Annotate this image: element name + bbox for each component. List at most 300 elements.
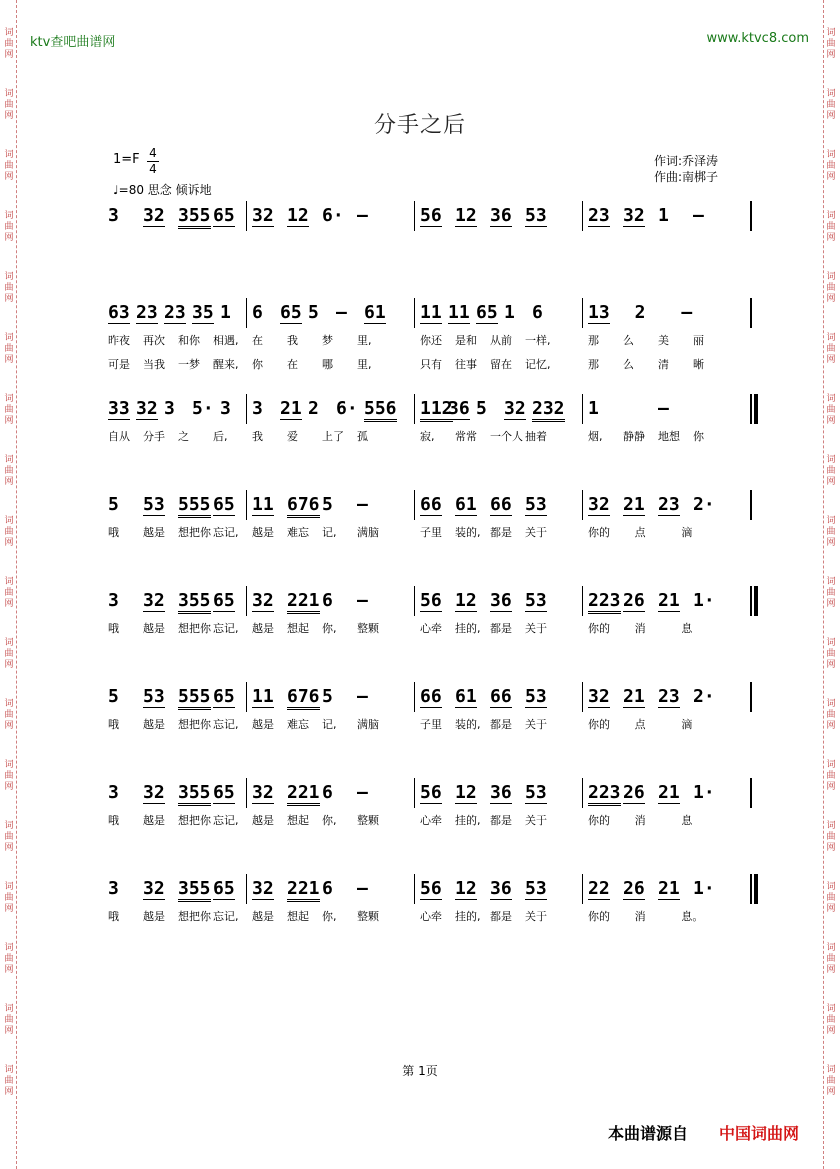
lyric-word: 哦 [108, 814, 119, 827]
watermark-char: 曲 [4, 100, 14, 110]
lyric-word: 想把你 [178, 526, 211, 539]
time-sig-bottom: 4 [147, 161, 159, 177]
note-group: 3 [252, 398, 263, 419]
watermark-char: 词 [826, 333, 836, 343]
bar-line [246, 586, 247, 616]
watermark-char: 曲 [4, 405, 14, 415]
watermark-char: 网 [4, 843, 14, 853]
note-group: 21 [658, 590, 680, 611]
lyric-word: 哦 [108, 622, 119, 635]
watermark-char: 曲 [4, 466, 14, 476]
note-group: – [357, 878, 368, 899]
lyric-word: 想把你 [178, 718, 211, 731]
note-group: 56 [420, 590, 442, 611]
lyric-word: 哦 [108, 718, 119, 731]
watermark-char: 曲 [4, 1015, 14, 1025]
lyric-word: 醒来, [213, 358, 239, 371]
bar-line [582, 201, 583, 231]
watermark-char: 网 [4, 416, 14, 426]
watermark-char: 网 [826, 172, 836, 182]
lyric-word: 难忘 [287, 718, 309, 731]
bar-line [750, 490, 752, 520]
lyric-word: 美 [658, 334, 669, 347]
lyric-word: 地想 [658, 430, 680, 443]
lyric-word: 关于 [525, 622, 547, 635]
note-group: 6 [322, 878, 333, 899]
note-group: 53 [525, 494, 547, 515]
watermark-char: 曲 [4, 161, 14, 171]
lyric-word: 之 [178, 430, 189, 443]
lyric-word: 和你 [178, 334, 200, 347]
lyric-word: 子里 [420, 526, 442, 539]
note-group: 1 [588, 398, 599, 419]
note-group: 11 [252, 494, 274, 515]
note-group: 65 [213, 878, 235, 899]
lyric-word: 都是 [490, 526, 512, 539]
bar-line [246, 201, 247, 231]
bar-line [750, 394, 752, 424]
note-group: 32 [143, 878, 165, 899]
lyric-word: 息 [681, 622, 693, 635]
watermark-char: 词 [826, 455, 836, 465]
lyric-word: 常常 [455, 430, 477, 443]
note-group: 36 [448, 398, 470, 419]
note-group: 21 [623, 494, 645, 515]
lyric-word: 关于 [525, 526, 547, 539]
lyric-word: 你还 [420, 334, 442, 347]
watermark-char: 词 [826, 89, 836, 99]
note-group: 2· [693, 494, 715, 515]
time-sig-top: 4 [149, 146, 157, 160]
watermark-char: 曲 [826, 405, 836, 415]
note-group: 32 [252, 590, 274, 611]
note-group: 53 [143, 686, 165, 707]
note-group: 1 [658, 205, 669, 226]
note-group: 21 [623, 686, 645, 707]
lyric-word: 你的 [588, 718, 610, 731]
lyric-word: 孤 [357, 430, 368, 443]
lyric-word: 分手 [143, 430, 165, 443]
note-group: 53 [525, 686, 547, 707]
lyric-word: 忘记, [213, 814, 239, 827]
note-group: 23 [136, 302, 158, 323]
lyric-word: 么 [623, 334, 634, 347]
watermark-char: 曲 [826, 649, 836, 659]
lyric-word: 哦 [108, 910, 119, 923]
note-group: – [681, 302, 693, 323]
note-group: 36 [490, 590, 512, 611]
lyric-word: 相遇, [213, 334, 239, 347]
lyric-word: 么 [623, 358, 634, 371]
note-group: 61 [455, 686, 477, 707]
bar-line [750, 778, 752, 808]
lyric-word: 忘记, [213, 718, 239, 731]
note-group: 6· [336, 398, 358, 419]
watermark-char: 词 [4, 821, 14, 831]
lyric-word: 烟, [588, 430, 603, 443]
note-group: 555 [178, 494, 211, 518]
lyric-word: 从前 [490, 334, 512, 347]
watermark-char: 曲 [826, 283, 836, 293]
lyric-word: 我 [287, 334, 298, 347]
note-group: 6· [322, 205, 344, 226]
watermark-char: 网 [826, 1026, 836, 1036]
bar-line [582, 586, 583, 616]
lyric-word: 你的 [588, 526, 610, 539]
watermark-char: 曲 [826, 710, 836, 720]
note-group: 63 [108, 302, 130, 323]
watermark-char: 词 [826, 821, 836, 831]
note-group: 66 [490, 686, 512, 707]
watermark-char: 网 [826, 721, 836, 731]
lyric-word: 记, [322, 526, 337, 539]
note-group: 65 [213, 205, 235, 226]
lyric-word: 装的, [455, 718, 481, 731]
watermark-char: 词 [826, 516, 836, 526]
lyric-word: 那 [588, 334, 599, 347]
lyric-word: 满脑 [357, 526, 379, 539]
lyric-word: 你的 [588, 622, 610, 635]
bar-line [246, 394, 247, 424]
watermark-char: 网 [4, 172, 14, 182]
note-group: – [357, 782, 368, 803]
note-group: 61 [364, 302, 386, 323]
note-group: – [336, 302, 347, 323]
note-group: 32 [252, 878, 274, 899]
note-group: 66 [420, 686, 442, 707]
lyric-word: 点 [634, 526, 646, 539]
lyric-word: 哦 [108, 526, 119, 539]
note-group: 676 [287, 686, 320, 710]
note-group: 11 [252, 686, 274, 707]
note-group: 221 [287, 878, 320, 902]
lyric-word: 忘记, [213, 526, 239, 539]
watermark-char: 网 [826, 599, 836, 609]
lyric-word: 静静 [623, 430, 645, 443]
note-group: 21 [280, 398, 302, 419]
watermark-char: 曲 [4, 588, 14, 598]
note-group: 355 [178, 878, 211, 902]
bar-line [750, 682, 752, 712]
note-group: 32 [136, 398, 158, 419]
lyric-word: 越是 [252, 718, 274, 731]
lyric-word: 在 [252, 334, 263, 347]
bar-line [246, 682, 247, 712]
note-group: 36 [490, 205, 512, 226]
watermark-char: 曲 [4, 1076, 14, 1086]
note-group: 53 [525, 782, 547, 803]
note-group: 53 [525, 205, 547, 226]
note-group: 32 [252, 782, 274, 803]
note-group: 223 [588, 782, 621, 806]
note-group: 6 [532, 302, 543, 323]
bar-line [582, 490, 583, 520]
note-group: 53 [143, 494, 165, 515]
watermark-char: 词 [4, 882, 14, 892]
note-group: 3 [164, 398, 175, 419]
lyric-word: 哪 [322, 358, 333, 371]
note-group: 11 [420, 302, 442, 323]
note-group: 2 [634, 302, 646, 323]
lyric-word: 昨夜 [108, 334, 130, 347]
lyric-word: 当我 [143, 358, 165, 371]
lyric-word: 都是 [490, 622, 512, 635]
lyric-word: 在 [287, 358, 298, 371]
watermark-char: 曲 [4, 39, 14, 49]
bar-line [414, 778, 415, 808]
bar-line [414, 201, 415, 231]
watermark-char: 网 [4, 599, 14, 609]
watermark-char: 网 [4, 50, 14, 60]
watermark-char: 网 [4, 965, 14, 975]
lyric-word: 都是 [490, 910, 512, 923]
lyric-word: 里, [357, 358, 372, 371]
watermark-char: 曲 [4, 344, 14, 354]
note-group: 65 [213, 590, 235, 611]
bar-line [246, 490, 247, 520]
lyric-word: 装的, [455, 526, 481, 539]
final-bar [754, 586, 758, 616]
lyric-word: 挂的, [455, 910, 481, 923]
note-group: 5 [108, 494, 119, 515]
bar-line [414, 490, 415, 520]
note-group: 26 [623, 782, 645, 803]
note-group: 35 [192, 302, 214, 323]
note-group: 36 [490, 878, 512, 899]
lyric-word: 你 [693, 430, 704, 443]
watermark-char: 词 [4, 577, 14, 587]
watermark-char: 网 [4, 111, 14, 121]
note-group: 1 [220, 302, 231, 323]
lyric-word: 越是 [143, 622, 165, 635]
lyric-word: 心牵 [420, 814, 442, 827]
lyric-word: 一梦 [178, 358, 200, 371]
watermark-char: 曲 [4, 771, 14, 781]
note-group: 112 [420, 398, 453, 422]
watermark-char: 词 [4, 272, 14, 282]
note-group: 66 [490, 494, 512, 515]
bar-line [246, 298, 247, 328]
note-group: 36 [490, 782, 512, 803]
lyric-word: 记, [322, 718, 337, 731]
lyric-word: 再次 [143, 334, 165, 347]
lyric-word: 关于 [525, 718, 547, 731]
note-group: 5 [322, 494, 333, 515]
watermark-char: 曲 [826, 39, 836, 49]
lyric-word: 清 [658, 358, 669, 371]
note-group: 555 [178, 686, 211, 710]
bar-line [414, 586, 415, 616]
lyric-word: 越是 [143, 910, 165, 923]
note-group: 2 [308, 398, 319, 419]
note-group: 3 [220, 398, 231, 419]
watermark-char: 词 [4, 28, 14, 38]
note-group: 12 [455, 205, 477, 226]
watermark-char: 网 [4, 538, 14, 548]
note-group: 23 [658, 686, 680, 707]
lyric-word: 消 [634, 814, 646, 827]
lyric-word: 消 [634, 910, 646, 923]
lyric-word: 晰 [693, 358, 704, 371]
lyric-word: 整颗 [357, 622, 379, 635]
watermark-char: 词 [4, 1065, 14, 1075]
lyric-word: 丽 [693, 334, 704, 347]
lyric-word: 留在 [490, 358, 512, 371]
watermark-char: 网 [826, 233, 836, 243]
lyric-word: 关于 [525, 910, 547, 923]
note-group: 32 [252, 205, 274, 226]
watermark-char: 词 [4, 394, 14, 404]
note-group: 65 [280, 302, 302, 323]
note-group: 65 [213, 782, 235, 803]
lyric-word: 自从 [108, 430, 130, 443]
note-group: – [357, 686, 368, 707]
watermark-char: 词 [4, 760, 14, 770]
note-group: 32 [143, 205, 165, 226]
lyric-word: 寂, [420, 430, 435, 443]
watermark-char: 网 [826, 538, 836, 548]
lyric-word: 可是 [108, 358, 130, 371]
note-group: – [357, 590, 368, 611]
bar-line [582, 874, 583, 904]
note-group: 1· [693, 782, 715, 803]
bar-line [750, 298, 752, 328]
note-group: 2· [693, 686, 715, 707]
lyric-word: 你, [322, 910, 337, 923]
note-group: 65 [213, 494, 235, 515]
lyric-word: 息 [681, 814, 693, 827]
note-group: 26 [623, 878, 645, 899]
watermark-char: 曲 [826, 1015, 836, 1025]
note-group: – [357, 205, 368, 226]
note-group: 6 [252, 302, 263, 323]
lyric-word: 往事 [455, 358, 477, 371]
watermark-char: 网 [826, 294, 836, 304]
lyric-word: 越是 [252, 622, 274, 635]
note-group: 556 [364, 398, 397, 422]
watermark-char: 曲 [826, 222, 836, 232]
watermark-char: 曲 [826, 466, 836, 476]
lyric-word: 越是 [252, 910, 274, 923]
watermark-char: 曲 [4, 283, 14, 293]
watermark-char: 词 [826, 943, 836, 953]
lyric-word: 你, [322, 814, 337, 827]
bar-line [750, 874, 752, 904]
lyric-word: 心牵 [420, 622, 442, 635]
watermark-char: 网 [826, 1087, 836, 1097]
bar-line [750, 586, 752, 616]
lyric-word: 我 [252, 430, 263, 443]
note-group: 6 [322, 782, 333, 803]
note-group: 3 [108, 878, 119, 899]
lyric-word: 后, [213, 430, 228, 443]
watermark-char: 曲 [4, 222, 14, 232]
watermark-char: 曲 [826, 832, 836, 842]
watermark-char: 词 [826, 1004, 836, 1014]
watermark-char: 网 [4, 782, 14, 792]
watermark-char: 词 [4, 89, 14, 99]
note-group: 61 [455, 494, 477, 515]
note-group: 11 [448, 302, 470, 323]
note-group: 21 [658, 782, 680, 803]
note-group: 12 [455, 590, 477, 611]
note-group: 232 [532, 398, 565, 422]
watermark-char: 词 [826, 211, 836, 221]
bar-line [582, 778, 583, 808]
note-group: 56 [420, 782, 442, 803]
lyric-word: 关于 [525, 814, 547, 827]
watermark-char: 词 [826, 272, 836, 282]
lyric-word: 挂的, [455, 622, 481, 635]
watermark-char: 网 [4, 477, 14, 487]
lyric-word: 抽着 [525, 430, 547, 443]
watermark-char: 词 [826, 577, 836, 587]
composer: 作曲:南梆子 [654, 170, 719, 184]
watermark-char: 曲 [826, 1076, 836, 1086]
lyric-word: 只有 [420, 358, 442, 371]
watermark-char: 曲 [826, 893, 836, 903]
lyric-word: 忘记, [213, 910, 239, 923]
lyric-word: 想起 [287, 622, 309, 635]
watermark-char: 网 [826, 477, 836, 487]
tempo-marking: ♩=80 思念 倾诉地 [113, 183, 212, 197]
note-group: – [658, 398, 669, 419]
note-group: 32 [588, 686, 610, 707]
note-group: 355 [178, 205, 211, 229]
note-group: 1· [693, 878, 715, 899]
page-number: 第 1页 [402, 1064, 438, 1078]
lyric-word: 都是 [490, 718, 512, 731]
time-signature [147, 146, 159, 177]
watermark-char: 网 [4, 904, 14, 914]
lyric-word: 挂的, [455, 814, 481, 827]
watermark-char: 词 [826, 882, 836, 892]
watermark-char: 网 [4, 355, 14, 365]
footer-source-site: 中国词曲网 [719, 1124, 800, 1143]
watermark-char: 曲 [826, 527, 836, 537]
lyric-word: 越是 [143, 526, 165, 539]
watermark-char: 网 [826, 111, 836, 121]
lyric-word: 息。 [681, 910, 704, 923]
lyric-word: 想起 [287, 814, 309, 827]
watermark-char: 词 [826, 760, 836, 770]
lyric-word: 你 [252, 358, 263, 371]
bar-line [246, 778, 247, 808]
lyric-word: 爱 [287, 430, 298, 443]
note-group: 5· [192, 398, 214, 419]
bar-line [750, 201, 752, 231]
note-group: 26 [623, 590, 645, 611]
bar-line [582, 682, 583, 712]
lyric-word: 越是 [143, 814, 165, 827]
lyric-word: 都是 [490, 814, 512, 827]
side-watermark-right [823, 0, 838, 1169]
bar-line [582, 298, 583, 328]
lyricist: 作词:乔泽涛 [654, 154, 719, 168]
note-group: 56 [420, 878, 442, 899]
lyric-word: 满脑 [357, 718, 379, 731]
lyric-word: 心牵 [420, 910, 442, 923]
note-group: 6 [322, 590, 333, 611]
watermark-char: 曲 [826, 588, 836, 598]
repeat-bar [754, 394, 758, 424]
lyric-word: 上了 [322, 430, 344, 443]
song-title: 分手之后 [373, 113, 466, 138]
note-group: 32 [588, 494, 610, 515]
note-group: 65 [213, 686, 235, 707]
note-group: 5 [308, 302, 319, 323]
note-group: 5 [108, 686, 119, 707]
